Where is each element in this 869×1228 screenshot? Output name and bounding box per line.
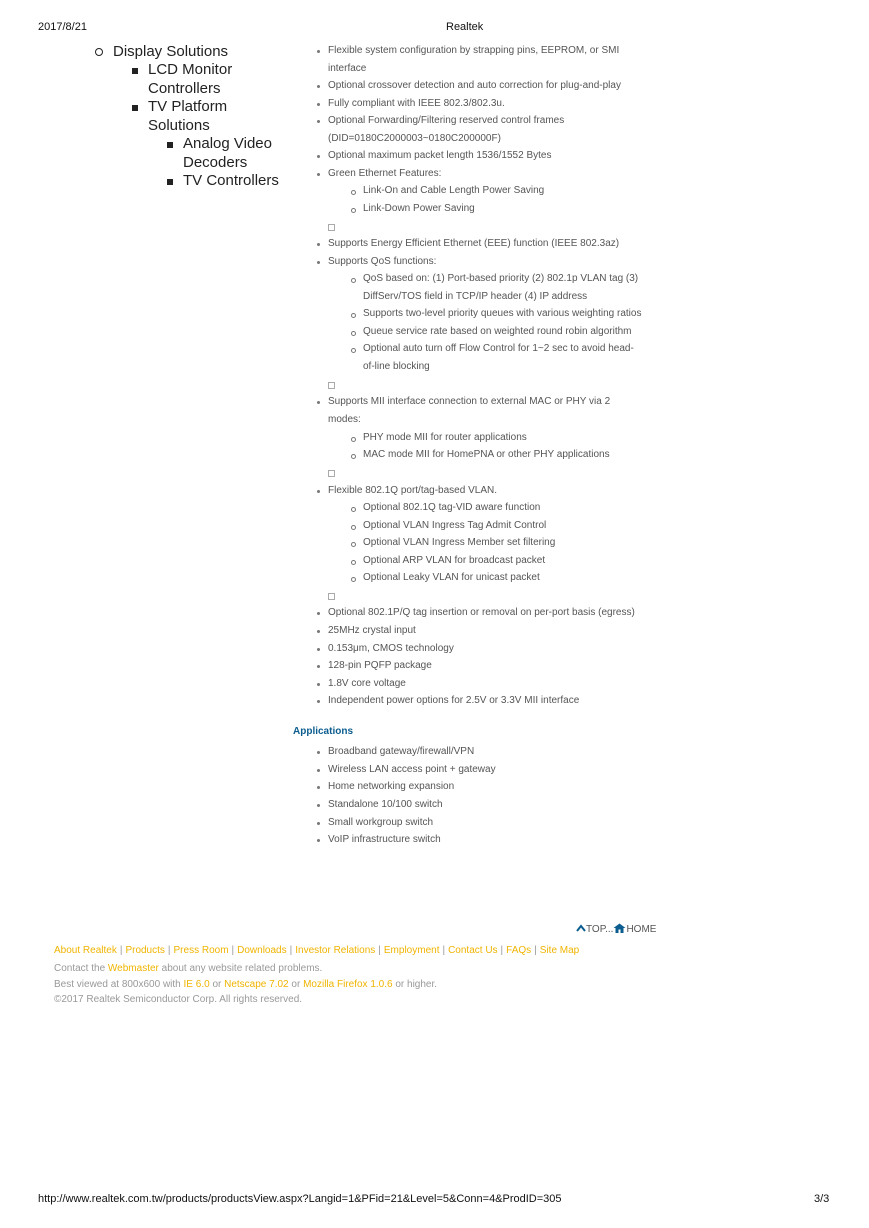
- square-bullet-icon: [167, 179, 173, 185]
- footer-link-site-map[interactable]: Site Map: [539, 945, 580, 956]
- application-item: Broadband gateway/firewall/VPN: [328, 746, 475, 757]
- feature-subitem: Optional 802.1Q tag-VID aware function: [363, 502, 541, 513]
- feature-item-cont: modes:: [328, 414, 361, 425]
- feature-item: Flexible system configuration by strapping pins, EEPROM, or SMI: [328, 45, 620, 56]
- feature-item: Supports Energy Efficient Ethernet (EEE) function (IEEE 802.3az): [328, 238, 620, 249]
- application-item: Home networking expansion: [328, 781, 455, 792]
- feature-item: 0.153μm, CMOS technology: [328, 643, 454, 654]
- bullet-icon: [317, 155, 320, 158]
- print-title: Realtek: [446, 21, 484, 33]
- bullet-icon: [317, 612, 320, 615]
- nav-lcd-monitor-line2[interactable]: Controllers: [148, 80, 221, 97]
- feature-subitem: PHY mode MII for router applications: [363, 432, 527, 443]
- ring-bullet-icon: [351, 525, 356, 530]
- feature-subitem: Link-On and Cable Length Power Saving: [363, 185, 545, 196]
- bullet-icon: [317, 804, 320, 807]
- feature-subitem: Optional ARP VLAN for broadcast packet: [363, 555, 546, 566]
- netscape-link[interactable]: Netscape 7.02: [224, 979, 289, 990]
- feature-subitem: Queue service rate based on weighted round robin algorithm: [363, 326, 632, 337]
- bullet-icon: [317, 683, 320, 686]
- footer-nav: About Realtek | Products | Press Room | Downloads | Investor Relations | Employment | Contact Us | FAQs | Site Map: [54, 945, 580, 956]
- application-item: Standalone 10/100 switch: [328, 799, 443, 810]
- placeholder-box-icon: [328, 224, 335, 231]
- home-icon[interactable]: [613, 923, 626, 936]
- nav-display-solutions[interactable]: Display Solutions: [113, 43, 229, 60]
- nav-tv-controllers[interactable]: TV Controllers: [183, 172, 279, 189]
- ring-bullet-icon: [351, 331, 356, 336]
- application-item: Small workgroup switch: [328, 817, 434, 828]
- application-item: Wireless LAN access point + gateway: [328, 764, 496, 775]
- up-arrow-icon[interactable]: [576, 924, 586, 935]
- nav-analog-video-line1[interactable]: Analog Video: [183, 135, 272, 152]
- footer-link-investor-relations[interactable]: Investor Relations: [295, 945, 376, 956]
- bullet-icon: [317, 120, 320, 123]
- square-bullet-icon: [132, 105, 138, 111]
- best-viewed-line: Best viewed at 800x600 with IE 6.0 or Netscape 7.02 or Mozilla Firefox 1.0.6 or higher.: [54, 979, 438, 990]
- feature-item: Supports MII interface connection to external MAC or PHY via 2: [328, 396, 611, 407]
- square-bullet-icon: [132, 68, 138, 74]
- bullet-icon: [317, 751, 320, 754]
- feature-subitem: Supports two-level priority queues with various weighting ratios: [363, 308, 642, 319]
- placeholder-box-icon: [328, 593, 335, 600]
- feature-item: Optional maximum packet length 1536/1552 Bytes: [328, 150, 552, 161]
- feature-subitem: Optional VLAN Ingress Member set filtering: [363, 537, 556, 548]
- feature-subitem: QoS based on: (1) Port-based priority (2) 802.1p VLAN tag (3): [363, 273, 639, 284]
- print-page-number: 3/3: [814, 1193, 830, 1205]
- circle-bullet-icon: [95, 48, 103, 56]
- bullet-icon: [317, 822, 320, 825]
- feature-item: Optional crossover detection and auto correction for plug-and-play: [328, 80, 621, 91]
- feature-subitem: Link-Down Power Saving: [363, 203, 475, 214]
- footer-link-faqs[interactable]: FAQs: [506, 945, 532, 956]
- ring-bullet-icon: [351, 507, 356, 512]
- contact-line: Contact the Webmaster about any website related problems.: [54, 963, 323, 974]
- feature-subitem: Optional VLAN Ingress Tag Admit Control: [363, 520, 547, 531]
- footer-link-employment[interactable]: Employment: [383, 945, 440, 956]
- feature-item: 25MHz crystal input: [328, 625, 416, 636]
- nav-analog-video-line2[interactable]: Decoders: [183, 154, 248, 171]
- feature-item: Optional Forwarding/Filtering reserved control frames: [328, 115, 565, 126]
- feature-subitem: Optional auto turn off Flow Control for 1~2 sec to avoid head-: [363, 343, 634, 354]
- ring-bullet-icon: [351, 190, 356, 195]
- bullet-icon: [317, 700, 320, 703]
- bullet-icon: [317, 490, 320, 493]
- ring-bullet-icon: [351, 437, 356, 442]
- feature-item: Supports QoS functions:: [328, 256, 437, 267]
- ring-bullet-icon: [351, 208, 356, 213]
- top-link[interactable]: TOP: [586, 924, 606, 936]
- footer-link-contact-us[interactable]: Contact Us: [448, 945, 498, 956]
- bullet-icon: [317, 261, 320, 264]
- nav-tv-platform-line1[interactable]: TV Platform: [148, 98, 228, 115]
- feature-subitem: Optional Leaky VLAN for unicast packet: [363, 572, 540, 583]
- link-separator: ...: [605, 924, 614, 936]
- firefox-link[interactable]: Mozilla Firefox 1.0.6: [303, 979, 393, 990]
- bullet-icon: [317, 50, 320, 53]
- bullet-icon: [317, 665, 320, 668]
- copyright: ©2017 Realtek Semiconductor Corp. All rights reserved.: [54, 994, 303, 1005]
- bullet-icon: [317, 103, 320, 106]
- top-home-links: [576, 923, 656, 936]
- application-item: VoIP infrastructure switch: [328, 834, 441, 845]
- nav-lcd-monitor-line1[interactable]: LCD Monitor: [148, 61, 233, 78]
- footer-link-press-room[interactable]: Press Room: [173, 945, 229, 956]
- applications-heading: Applications: [293, 726, 354, 737]
- bullet-icon: [317, 769, 320, 772]
- feature-item: Independent power options for 2.5V or 3.3V MII interface: [328, 695, 580, 706]
- feature-item: 128-pin PQFP package: [328, 660, 432, 671]
- ring-bullet-icon: [351, 313, 356, 318]
- bullet-icon: [317, 85, 320, 88]
- ie-link[interactable]: IE 6.0: [183, 979, 210, 990]
- feature-subitem-cont: of-line blocking: [363, 361, 430, 372]
- feature-item: Fully compliant with IEEE 802.3/802.3u.: [328, 98, 505, 109]
- feature-item-cont: interface: [328, 63, 367, 74]
- bullet-icon: [317, 401, 320, 404]
- feature-item: Green Ethernet Features:: [328, 168, 442, 179]
- footer-link-downloads[interactable]: Downloads: [237, 945, 287, 956]
- ring-bullet-icon: [351, 577, 356, 582]
- placeholder-box-icon: [328, 382, 335, 389]
- feature-item-cont: (DID=0180C2000003~0180C200000F): [328, 133, 501, 144]
- ring-bullet-icon: [351, 560, 356, 565]
- footer-link-products[interactable]: Products: [125, 945, 165, 956]
- print-date: 2017/8/21: [38, 21, 87, 33]
- bullet-icon: [317, 648, 320, 651]
- square-bullet-icon: [167, 142, 173, 148]
- bullet-icon: [317, 630, 320, 633]
- home-link[interactable]: HOME: [626, 924, 657, 936]
- placeholder-box-icon: [328, 470, 335, 477]
- ring-bullet-icon: [351, 454, 356, 459]
- print-url: http://www.realtek.com.tw/products/productsView.aspx?Langid=1&PFid=21&Level=5&Conn=4&ProdID=305: [38, 1193, 562, 1205]
- nav-tv-platform-line2[interactable]: Solutions: [148, 117, 210, 134]
- feature-item: Flexible 802.1Q port/tag-based VLAN.: [328, 485, 497, 496]
- footer-link-about[interactable]: About Realtek: [54, 945, 117, 956]
- feature-subitem-cont: DiffServ/TOS field in TCP/IP header (4) IP address: [363, 291, 588, 302]
- bullet-icon: [317, 839, 320, 842]
- webmaster-link[interactable]: Webmaster: [107, 963, 159, 974]
- feature-item: Optional 802.1P/Q tag insertion or removal on per-port basis (egress): [328, 607, 635, 618]
- ring-bullet-icon: [351, 542, 356, 547]
- bullet-icon: [317, 173, 320, 176]
- ring-bullet-icon: [351, 348, 356, 353]
- feature-subitem: MAC mode MII for HomePNA or other PHY applications: [363, 449, 610, 460]
- ring-bullet-icon: [351, 278, 356, 283]
- bullet-icon: [317, 786, 320, 789]
- feature-item: 1.8V core voltage: [328, 678, 406, 689]
- bullet-icon: [317, 243, 320, 246]
